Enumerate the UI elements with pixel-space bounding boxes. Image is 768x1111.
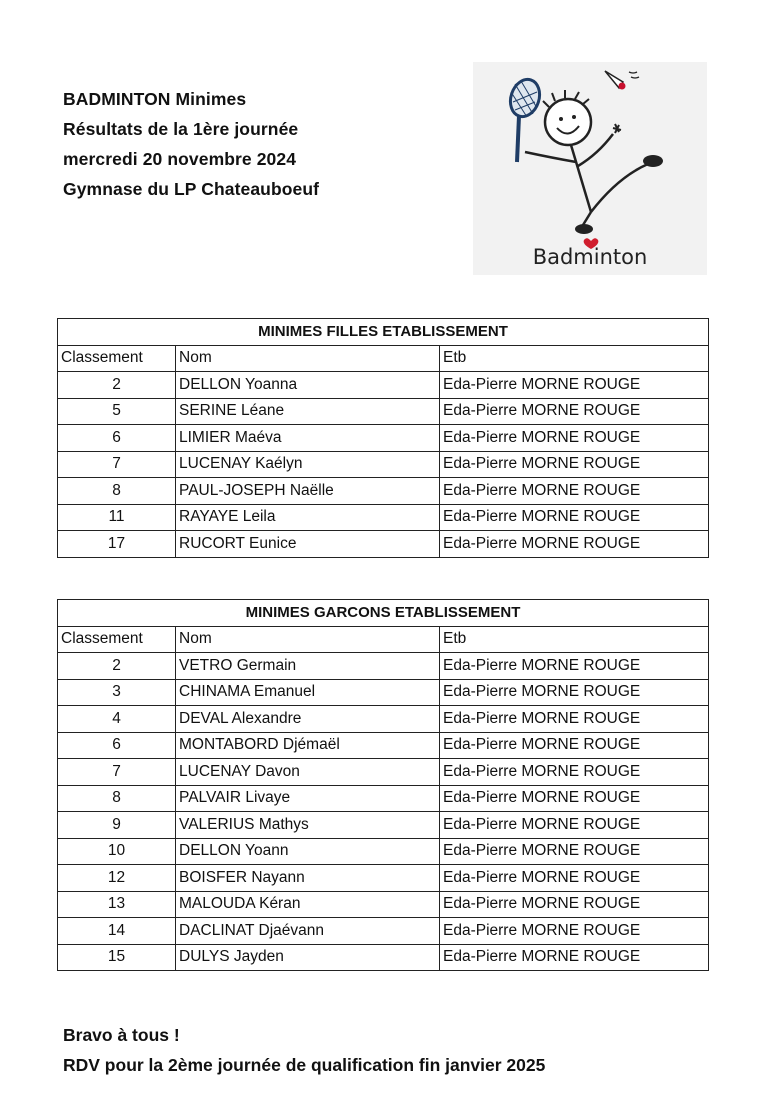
column-header-school: Etb <box>440 345 709 372</box>
school-cell: Eda-Pierre MORNE ROUGE <box>440 679 709 706</box>
school-cell: Eda-Pierre MORNE ROUGE <box>440 451 709 478</box>
name-cell: DELLON Yoanna <box>176 372 440 399</box>
badminton-stick-figure-icon <box>473 62 707 275</box>
school-cell: Eda-Pierre MORNE ROUGE <box>440 653 709 680</box>
table-row <box>58 372 709 399</box>
name-cell: DEVAL Alexandre <box>176 706 440 733</box>
school-cell: Eda-Pierre MORNE ROUGE <box>440 372 709 399</box>
event-venue: Gymnase du LP Chateauboeuf <box>63 179 320 199</box>
boys-table-title: MINIMES GARCONS ETABLISSEMENT <box>58 600 709 627</box>
name-cell: VETRO Germain <box>176 653 440 680</box>
rank-cell: 10 <box>58 838 176 865</box>
rank-cell: 4 <box>58 706 176 733</box>
rank-cell: 17 <box>58 531 176 558</box>
document-footer <box>63 1020 545 1080</box>
table-row <box>58 425 709 452</box>
boys-results-table <box>57 599 709 971</box>
rank-cell: 8 <box>58 785 176 812</box>
table-row <box>58 478 709 505</box>
name-cell: SERINE Léane <box>176 398 440 425</box>
table-row <box>58 531 709 558</box>
rank-cell: 7 <box>58 451 176 478</box>
school-cell: Eda-Pierre MORNE ROUGE <box>440 944 709 971</box>
name-cell: PALVAIR Livaye <box>176 785 440 812</box>
logo-caption: Badminton <box>532 245 648 269</box>
rank-cell: 8 <box>58 478 176 505</box>
school-cell: Eda-Pierre MORNE ROUGE <box>440 759 709 786</box>
name-cell: MALOUDA Kéran <box>176 891 440 918</box>
table-row <box>58 812 709 839</box>
rank-cell: 6 <box>58 732 176 759</box>
rank-cell: 2 <box>58 372 176 399</box>
name-cell: DELLON Yoann <box>176 838 440 865</box>
table-row <box>58 706 709 733</box>
rank-cell: 12 <box>58 865 176 892</box>
school-cell: Eda-Pierre MORNE ROUGE <box>440 425 709 452</box>
badminton-logo <box>473 62 707 275</box>
school-cell: Eda-Pierre MORNE ROUGE <box>440 706 709 733</box>
rank-cell: 7 <box>58 759 176 786</box>
school-cell: Eda-Pierre MORNE ROUGE <box>440 918 709 945</box>
column-header-school: Etb <box>440 626 709 653</box>
school-cell: Eda-Pierre MORNE ROUGE <box>440 838 709 865</box>
school-cell: Eda-Pierre MORNE ROUGE <box>440 785 709 812</box>
rank-cell: 3 <box>58 679 176 706</box>
name-cell: RAYAYE Leila <box>176 504 440 531</box>
name-cell: VALERIUS Mathys <box>176 812 440 839</box>
table-row <box>58 785 709 812</box>
table-row <box>58 504 709 531</box>
table-row <box>58 759 709 786</box>
congratulations-text: Bravo à tous ! <box>63 1025 180 1045</box>
table-row <box>58 398 709 425</box>
school-cell: Eda-Pierre MORNE ROUGE <box>440 812 709 839</box>
name-cell: DULYS Jayden <box>176 944 440 971</box>
table-row <box>58 732 709 759</box>
girls-table-title: MINIMES FILLES ETABLISSEMENT <box>58 319 709 346</box>
name-cell: LUCENAY Kaélyn <box>176 451 440 478</box>
document-title: BADMINTON Minimes <box>63 89 247 109</box>
table-row <box>58 679 709 706</box>
rank-cell: 9 <box>58 812 176 839</box>
name-cell: LIMIER Maéva <box>176 425 440 452</box>
rank-cell: 14 <box>58 918 176 945</box>
school-cell: Eda-Pierre MORNE ROUGE <box>440 865 709 892</box>
school-cell: Eda-Pierre MORNE ROUGE <box>440 732 709 759</box>
school-cell: Eda-Pierre MORNE ROUGE <box>440 478 709 505</box>
table-row <box>58 944 709 971</box>
name-cell: DACLINAT Djaévann <box>176 918 440 945</box>
next-event-text: RDV pour la 2ème journée de qualification fin janvier 2025 <box>63 1055 546 1075</box>
document-header <box>63 84 319 204</box>
rank-cell: 15 <box>58 944 176 971</box>
rank-cell: 13 <box>58 891 176 918</box>
name-cell: CHINAMA Emanuel <box>176 679 440 706</box>
name-cell: LUCENAY Davon <box>176 759 440 786</box>
school-cell: Eda-Pierre MORNE ROUGE <box>440 504 709 531</box>
name-cell: RUCORT Eunice <box>176 531 440 558</box>
rank-cell: 6 <box>58 425 176 452</box>
rank-cell: 11 <box>58 504 176 531</box>
table-row <box>58 891 709 918</box>
table-row <box>58 653 709 680</box>
name-cell: MONTABORD Djémaël <box>176 732 440 759</box>
table-row <box>58 865 709 892</box>
girls-results-table <box>57 318 709 558</box>
document-subtitle: Résultats de la 1ère journée <box>63 119 299 139</box>
school-cell: Eda-Pierre MORNE ROUGE <box>440 531 709 558</box>
rank-cell: 5 <box>58 398 176 425</box>
column-header-name: Nom <box>176 626 440 653</box>
table-row <box>58 451 709 478</box>
column-header-rank: Classement <box>58 345 176 372</box>
table-row <box>58 918 709 945</box>
column-header-name: Nom <box>176 345 440 372</box>
rank-cell: 2 <box>58 653 176 680</box>
school-cell: Eda-Pierre MORNE ROUGE <box>440 891 709 918</box>
school-cell: Eda-Pierre MORNE ROUGE <box>440 398 709 425</box>
table-row <box>58 838 709 865</box>
name-cell: PAUL-JOSEPH Naëlle <box>176 478 440 505</box>
column-header-rank: Classement <box>58 626 176 653</box>
name-cell: BOISFER Nayann <box>176 865 440 892</box>
event-date: mercredi 20 novembre 2024 <box>63 149 297 169</box>
